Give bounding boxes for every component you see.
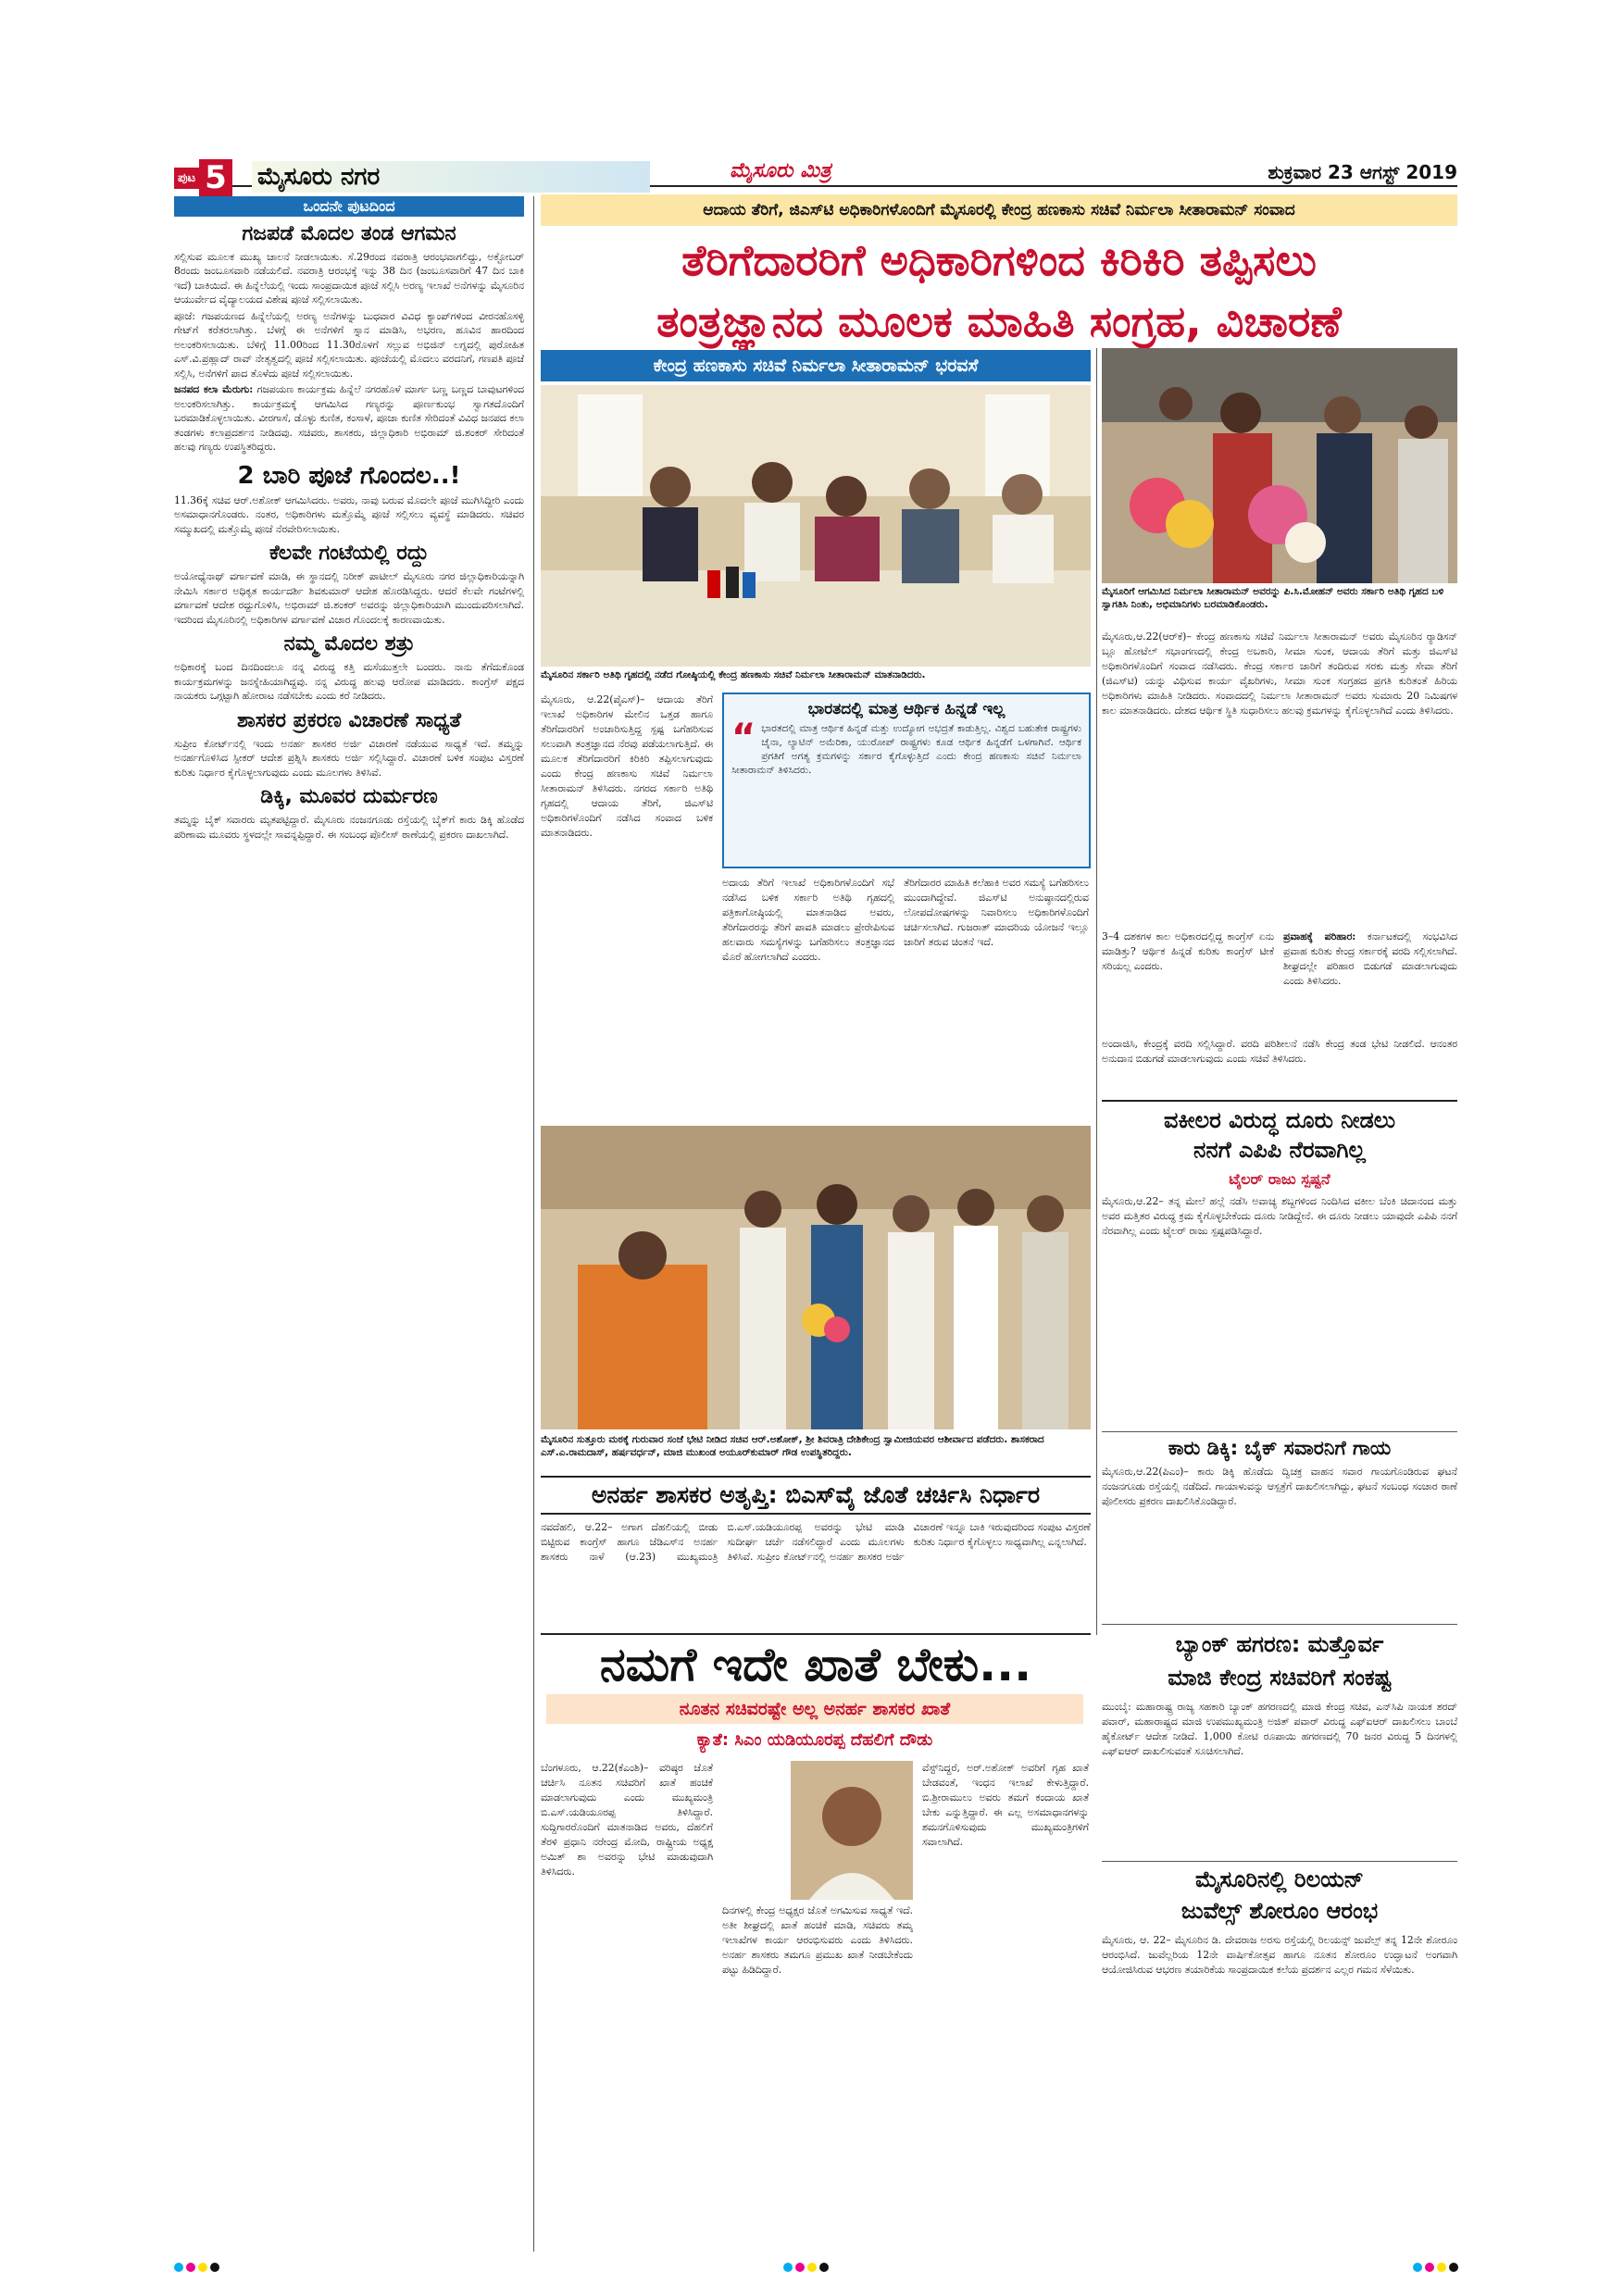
- lead-story-column: ಮೈಸೂರು, ಆ.22(ಪೈಎಸ್)– ಆದಾಯ ತೆರಿಗೆ ಇಲಾಖೆ ಅಧಿಕಾರಿಗಳ ಮೇಲಿನ ಒತ್ತಡ ಹಾಗೂ ತೆರಿಗೆದಾರರಿಗೆ ಅಂಚಾರಿಸುತ್ತಿದ್ದ ಸ್ಪಷ್ಟ ಬಗೆಹರಿಸುವ ಸಲುವಾಗಿ ತಂತ್ರಜ್ಞಾನದ ನೆರವು ಪಡೆಯಲಾಗುತ್ತಿದೆ. ಈ ಮೂಲಕ ತೆರಿಗೆದಾರರಿಗೆ ಕಿರಿಕಿರಿ ತಪ್ಪಿಸಲಾಗುವುದು ಎಂದು ಕೇಂದ್ರ ಹಣಕಾಸು ಸಚಿವೆ ನಿರ್ಮಲಾ ಸೀತಾರಾಮನ್ ತಿಳಿಸಿದರು. ನಗರದ ಸರ್ಕಾರಿ ಅತಿಥಿ ಗೃಹದಲ್ಲಿ ಆದಾಯ ತೆರಿಗೆ, ಜಿಎಸ್‌ಟಿ ಅಧಿಕಾರಿಗಳೊಂದಿಗೆ ನಡೆಸಿದ ಸಂವಾದ ಬಳಿಕ ಮಾತನಾಡಿದರು.: [541, 693, 713, 839]
- press-meet-photo: [541, 385, 1091, 667]
- lawyer-story-body: ಮೈಸೂರು,ಆ.22– ತನ್ನ ಮೇಲೆ ಹಲ್ಲೆ ನಡೆಸಿ ಅವಾಚ್ಯ ಶಬ್ದಗಳಿಂದ ನಿಂದಿಸಿದ ವಕೀಲ ಬೆಂಕಿ ಚಿದಾನಂದ ಮತ್ತು ಅವರ ಮತ್ತಿತರ ವಿರುದ್ಧ ಕ್ರಮ ಕೈಗೊಳ್ಳಬೇಕೆಂದು ದೂರು ನೀಡಿದ್ದೇನೆ. ಈ ದೂರು ನೀಡಲು ಯಾವುದೇ ಎಪಿಪಿ ನನಗೆ ನೆರವಾಗಿಲ್ಲ ಎಂದು ಟೈಲರ್ ರಾಜು ಸ್ಪಷ್ಟಪಡಿಸಿದ್ದಾರೆ.: [1102, 1195, 1457, 1237]
- reliance-headline-2: ಜುವೆಲ್ಸ್ ಶೋರೂಂ ಆರಂಭ: [1181, 1898, 1379, 1924]
- story-headline: ನಮ್ಮ ಮೊದಲ ಶತ್ರು: [283, 632, 415, 655]
- accident-headline: ಕಾರು ಡಿಕ್ಕಿ: ಬೈಕ್ ಸವಾರನಿಗೆ ಗಾಯ: [1168, 1437, 1392, 1459]
- portfolio-headline: ನಮಗೆ ಇದೇ ಖಾತೆ ಬೇಕು...: [599, 1638, 1032, 1691]
- lead-story-column: ತೆರಿಗೆದಾರರ ಮಾಹಿತಿ ಕಲೆಹಾಕಿ ಅವರ ಸಮಸ್ಯೆ ಬಗೆಹರಿಸಲು ಮುಂದಾಗಿದ್ದೇವೆ. ಜಿಎಸ್‌ಟಿ ಅನುಷ್ಠಾನದಲ್ಲಿರುವ ಲೋಪದೋಷಗಳನ್ನು ನಿವಾರಿಸಲು ಅಧಿಕಾರಿಗಳೊಂದಿಗೆ ಚರ್ಚಿಸಲಾಗಿದೆ. ಗುಜರಾತ್ ಮಾದರಿಯ ಯೋಜನೆ ಇಲ್ಲೂ ಜಾರಿಗೆ ತರುವ ಚಿಂತನೆ ಇದೆ.: [904, 877, 1089, 948]
- bank-scam-body: ಮುಂಬೈ: ಮಹಾರಾಷ್ಟ್ರ ರಾಜ್ಯ ಸಹಕಾರಿ ಬ್ಯಾಂಕ್ ಹಗರಣದಲ್ಲಿ ಮಾಜಿ ಕೇಂದ್ರ ಸಚಿವ, ಎನ್‌ಸಿಪಿ ನಾಯಕ ಶರದ್ ಪವಾರ್, ಮಹಾರಾಷ್ಟ್ರದ ಮಾಜಿ ಉಪಮುಖ್ಯಮಂತ್ರಿ ಅಜಿತ್ ಪವಾರ್ ವಿರುದ್ಧ ಎಫ್‌ಐಆರ್ ದಾಖಲಿಸಲು ಬಾಂಬೆ ಹೈಕೋರ್ಟ್ ಆದೇಶ ನೀಡಿದೆ. 1,000 ಕೋಟಿ ರೂಪಾಯಿ ಹಗರಣದಲ್ಲಿ 70 ಜನರ ವಿರುದ್ಧ 5 ದಿನಗಳಲ್ಲಿ ಎಫ್‌ಐಆರ್ ದಾಖಲಿಸುವಂತೆ ಸೂಚಿಸಲಾಗಿದೆ.: [1102, 1701, 1457, 1757]
- welcome-photo: [1102, 348, 1457, 583]
- divider: [1102, 1100, 1457, 1102]
- portfolio-subheadline-2: ಕ್ಯಾತೆ: ಸಿಎಂ ಯಡಿಯೂರಪ್ಪ ದೆಹಲಿಗೆ ದೌಡು: [696, 1730, 933, 1750]
- masthead: [174, 159, 1457, 196]
- pull-quote-box: [722, 693, 1091, 868]
- quote-mark-icon: “: [731, 717, 756, 759]
- page-number-block: [174, 159, 232, 196]
- issue-date: ಶುಕ್ರವಾರ 23 ಆಗಸ್ಟ್ 2019: [1268, 161, 1457, 183]
- left-column: [174, 196, 524, 2252]
- story-headline: ಗಜಪಡೆ ಮೊದಲ ತಂಡ ಆಗಮನ: [242, 221, 456, 245]
- reliance-headline-1: ಮೈಸೂರಿನಲ್ಲಿ ರಿಲಯನ್: [1195, 1866, 1364, 1892]
- reliance-story-body: ಮೈಸೂರು, ಆ. 22– ಮೈಸೂರಿನ ಡಿ. ದೇವರಾಜ ಅರಸು ರಸ್ತೆಯಲ್ಲಿ ರಿಲಯನ್ಸ್ ಜುವೆಲ್ಸ್ ತನ್ನ 12ನೇ ಶೋರೂಂ ಆರಂಭಿಸಿದೆ. ಜುವೆಲ್ಲರಿಯ 12ನೇ ವಾರ್ಷಿಕೋತ್ಸವ ಹಾಗೂ ನೂತನ ಶೋರೂಂ ಉದ್ಘಾಟನೆ ಅಂಗವಾಗಿ ಆಯೋಜಿಸಿರುವ ಆಭರಣ ತಯಾರಿಕೆಯ ಸಾಂಪ್ರದಾಯಿಕ ಕಲೆಯ ಪ್ರದರ್ಶನ ಎಲ್ಲರ ಗಮನ ಸೆಳೆಯಿತು.: [1102, 1934, 1457, 1976]
- story-body: 11.36ಕ್ಕೆ ಸಚಿವ ಆರ್.ಅಶೋಕ್ ಆಗಮಿಸಿದರು. ಅವರು, ನಾವು ಬರುವ ಮೊದಲೇ ಪೂಜೆ ಮುಗಿಸಿದ್ದೀರಿ ಎಂದು ಅಸಮಾಧಾನಗೊಂಡರು. ನಂತರ, ಅಧಿಕಾರಿಗಳು ಮತ್ತೊಮ್ಮೆ ಪೂಜೆ ಸಲ್ಲಿಸಲು ವ್ಯವಸ್ಥೆ ಮಾಡಿದರು. ಸಚಿವರ ಸಮ್ಮುಖದಲ್ಲಿ ಮತ್ತೊಮ್ಮೆ ಪೂಜೆ ನೆರವೇರಿಸಲಾಯಿತು.: [174, 493, 524, 535]
- top-strapline: ಆದಾಯ ತೆರಿಗೆ, ಜಿಎಸ್‌ಟಿ ಅಧಿಕಾರಿಗಳೊಂದಿಗೆ ಮೈಸೂರಲ್ಲಿ ಕೇಂದ್ರ ಹಣಕಾಸು ಸಚಿವೆ ನಿರ್ಮಲಾ ಸೀತಾರಾಮನ್ ಸಂವಾದ: [541, 194, 1457, 226]
- registration-dots: [174, 2263, 219, 2272]
- lead-story-column: ಮೈಸೂರು,ಆ.22(ಆರ್‌ಕೆ)– ಕೇಂದ್ರ ಹಣಕಾಸು ಸಚಿವೆ ನಿರ್ಮಲಾ ಸೀತಾರಾಮನ್ ಅವರು ಮೈಸೂರಿನ ರ್‍ಯಾಡಿಸನ್ ಬ್ಲೂ ಹೋಟೆಲ್ ಸಭಾಂಗಣದಲ್ಲಿ ಕೇಂದ್ರ ಅಬಕಾರಿ, ಸೀಮಾ ಸುಂಕ, ಆದಾಯ ತೆರಿಗೆ ಮತ್ತು ಜಿಎಸ್‌ಟಿ ಅಧಿಕಾರಿಗಳೊಂದಿಗೆ ಸಂವಾದ ನಡೆಸಿದರು. ಕೇಂದ್ರ ಸರ್ಕಾರ ಜಾರಿಗೆ ತಂದಿರುವ ಸರಕು ಮತ್ತು ಸೇವಾ ತೆರಿಗೆ (ಜಿಎಸ್‌ಟಿ) ಯನ್ನು ವಿಧಿಸುವ ಕಾರ್ಯ ವೈಖರಿಗಳು, ಸೀಮಾ ಸುಂಕ ಸಂಗ್ರಹದ ಪ್ರಗತಿ ಕುರಿತಂತೆ ಹಿರಿಯ ಅಧಿಕಾರಿಗಳು ಮಾಹಿತಿ ನೀಡಿದರು. ಸಂವಾದದಲ್ಲಿ ನಿರ್ಮಲಾ ಸೀತಾರಾಮನ್ ಅವರು ಸುಮಾರು 20 ನಿಮಿಷಗಳ ಕಾಲ ಮಾತನಾಡಿದರು. ದೇಶದ ಆರ್ಥಿಕ ಸ್ಥಿತಿ ಸುಧಾರಿಸಲು ಹಲವು ಕ್ರಮಗಳನ್ನು ಕೈಗೊಳ್ಳಲಾಗಿದೆ ಎಂದು ತಿಳಿಸಿದರು.: [1102, 630, 1457, 717]
- story-body: ಅಧಿಕಾರಕ್ಕೆ ಬಂದ ದಿನದಿಂದಲೂ ನನ್ನ ವಿರುದ್ಧ ಕತ್ತಿ ಮಸೆಯುತ್ತಲೇ ಬಂದರು. ನಾನು ತೆಗೆದುಕೊಂಡ ಕಾರ್ಯಕ್ರಮಗಳನ್ನು ಜನಸ್ನೇಹಿಯಾಗಿದ್ದವು. ನನ್ನ ವಿರುದ್ಧ ಹಲವು ಆರೋಪ ಮಾಡಿದರು. ಕಾಂಗ್ರೆಸ್ ಪಕ್ಷದ ನಾಯಕರು ಒಗ್ಗಟ್ಟಾಗಿ ಹೋರಾಟ ನಡೆಸಬೇಕು ಎಂದು ಕರೆ ನೀಡಿದರು.: [174, 661, 524, 702]
- accident-story-body: ಮೈಸೂರು,ಆ.22(ಪಿಎಂ)– ಕಾರು ಡಿಕ್ಕಿ ಹೊಡೆದು ದ್ವಿಚಕ್ರ ವಾಹನ ಸವಾರ ಗಾಯಗೊಂಡಿರುವ ಘಟನೆ ನಂಜನಗೂಡು ರಸ್ತೆಯಲ್ಲಿ ನಡೆದಿದೆ. ಗಾಯಾಳುವನ್ನು ಆಸ್ಪತ್ರೆಗೆ ದಾಖಲಿಸಲಾಗಿದ್ದು, ಘಟನೆ ಸಂಬಂಧ ಸಂಚಾರ ಠಾಣೆ ಪೊಲೀಸರು ಪ್ರಕರಣ ದಾಖಲಿಸಿಕೊಂಡಿದ್ದಾರೆ.: [1102, 1466, 1457, 1507]
- bank-scam-headline-1: ಬ್ಯಾಂಕ್ ಹಗರಣ: ಮತ್ತೊರ್ವ: [1175, 1631, 1384, 1657]
- story-body: ಸುಪ್ರೀಂ ಕೋರ್ಟ್‌ನಲ್ಲಿ ಇಂದು ಅನರ್ಹ ಶಾಸಕರ ಅರ್ಜಿ ವಿಚಾರಣೆ ನಡೆಯುವ ಸಾಧ್ಯತೆ ಇದೆ. ತಮ್ಮನ್ನು ಅನರ್ಹಗೊಳಿಸಿದ ಸ್ಪೀಕರ್ ಆದೇಶ ಪ್ರಶ್ನಿಸಿ ಶಾಸಕರು ಅರ್ಜಿ ಸಲ್ಲಿಸಿದ್ದಾರೆ. ವಿಚಾರಣೆ ಬಳಿಕ ಸಂಪುಟ ವಿಸ್ತರಣೆ ಕುರಿತು ನಿರ್ಧಾರ ಕೈಗೊಳ್ಳಲಾಗುವುದು ಎಂದು ಮೂಲಗಳು ತಿಳಿಸಿವೆ.: [174, 737, 524, 779]
- divider: [1102, 1431, 1457, 1432]
- lawyer-story-headline-2: ನನಗೆ ಎಪಿಪಿ ನೆರವಾಗಿಲ್ಲ: [1193, 1137, 1366, 1163]
- pull-quote-title: ಭಾರತದಲ್ಲಿ ಮಾತ್ರ ಆರ್ಥಿಕ ಹಿನ್ನಡೆ ಇಲ್ಲ: [807, 700, 1006, 718]
- story-body: ಪೂಜೆ: ಗಜಪಯಣದ ಹಿನ್ನೆಲೆಯಲ್ಲಿ ಅರಣ್ಯ ಅನೆಗಳನ್ನು ಬುಧವಾರ ವಿವಿಧ ಕ್ಯಾಂಪ್‌ಗಳಿಂದ ವೀರನಹೊಸಳ್ಳಿ ಗೇಟ್‌ಗೆ ಕರೆತರಲಾಗಿತ್ತು. ಬೆಳಗ್ಗೆ ಈ ಅನೆಗಳಿಗೆ ಸ್ನಾನ ಮಾಡಿಸಿ, ಅಭರಣ, ಹೂವಿನ ಹಾರದಿಂದ ಅಲಂಕರಿಸಲಾಯಿತು. ಬೆಳಿಗ್ಗೆ 11.00ರಿಂದ 11.30ರೊಳಗೆ ಸಲ್ಲುವ ಅಭಿಜಿನ್ ಲಗ್ನದಲ್ಲಿ ಪುರೋಹಿತ ಎಸ್.ವಿ.ಪ್ರಹ್ಲಾದ್ ರಾವ್ ನೇತೃತ್ವದಲ್ಲಿ ಪೂಜೆ ಸಲ್ಲಿಸಲಾಯಿತು. ಪೂಜೆಯಲ್ಲಿ ಮೊದಲು ವರದನಿಗೆ, ಗಣಪತಿ ಪೂಜೆ ಸಲ್ಲಿಸಿ, ಅನೆಗಳಿಗೆ ಪಾದ ತೊಳೆದು ಪೂಜೆ ಸಲ್ಲಿಸಲಾಯಿತು.: [174, 309, 524, 380]
- portfolio-subheadline: ನೂತನ ಸಚಿವರಷ್ಟೇ ಅಲ್ಲ ಅನರ್ಹ ಶಾಸಕರ ಖಾತೆ: [546, 1694, 1083, 1724]
- portfolio-story-column: ವೆಸ್ಟ್‌ನಿದ್ದರೆ, ಅರ್.ಅಶೋಕ್ ಅವರಿಗೆ ಗೃಹ ಖಾತೆ ಬೇಡವಂತೆ, ಇಂಧನ ಇಲಾಖೆ ಕೇಳುತ್ತಿದ್ದಾರೆ. ಬಿ.ಶ್ರೀರಾಮುಲು ಅವರು ತಮಗೆ ಕಂದಾಯ ಖಾತೆ ಬೇಕು ಎನ್ನುತ್ತಿದ್ದಾರೆ. ಈ ಎಲ್ಲ ಅಸಮಾಧಾನಗಳನ್ನು ಶಮನಗೊಳಿಸುವುದು ಮುಖ್ಯಮಂತ್ರಿಗಳಿಗೆ ಸವಾಲಾಗಿದೆ.: [922, 1762, 1089, 1848]
- continued-kicker: ಒಂದನೇ ಪುಟದಿಂದ: [174, 196, 524, 217]
- registration-dots: [783, 2263, 829, 2272]
- column-rule: [533, 196, 534, 2252]
- column-rule: [1096, 348, 1097, 1635]
- lead-story-column: [1283, 930, 1457, 1031]
- main-headline-line2: ತಂತ್ರಜ್ಞಾನದ ಮೂಲಕ ಮಾಹಿತಿ ಸಂಗ್ರಹ, ವಿಚಾರಣೆ: [656, 296, 1342, 346]
- inline-subhead: ಜನಪದ ಕಲಾ ಮೆರುಗು:: [174, 383, 254, 395]
- story-body: ಸಲ್ಲಿಸುವ ಮೂಲಕ ಮುಖ್ಯ ಚಾಲನೆ ನೀಡಲಾಯಿತು. ಸೆ.29ರಂದ ನವರಾತ್ರಿ ಆರಂಭವಾಗಲಿದ್ದು, ಅಕ್ಟೋಬರ್ 8ರಂದು ಜಂಬೂಸವಾರಿ ನಡೆಯಲಿದೆ. ನವರಾತ್ರಿ ಆರಂಭಕ್ಕೆ ಇನ್ನು 38 ದಿನ (ಜಂಬೂಸವಾರಿಗೆ 47 ದಿನ ಬಾಕಿ ಇದೆ) ಬಾಕಿಯಿದೆ. ಈ ಹಿನ್ನೆಲೆಯಲ್ಲಿ ಇಂದು ಸಾಂಪ್ರದಾಯಿಕ ಪೂಜೆ ಸಲ್ಲಿಸಿ ಅರಣ್ಯ ಇಲಾಖೆ ಅನೆಗಳನ್ನು ಮೈಸೂರಿನ ಆಯುರ್ವೇದ ವೈದ್ಯಾಲಯದ ವಿಶೇಷ ಪೂಜೆ ಸಲ್ಲಿಸಲಾಯಿತು.: [174, 250, 524, 306]
- bank-scam-headline-2: ಮಾಜಿ ಕೇಂದ್ರ ಸಚಿವರಿಗೆ ಸಂಕಷ್ಟ: [1168, 1665, 1392, 1691]
- main-subheadline: ಕೇಂದ್ರ ಹಣಕಾಸು ಸಚಿವೆ ನಿರ್ಮಲಾ ಸೀತಾರಾಮನ್ ಭರವಸೆ: [541, 350, 1091, 381]
- main-headline: [541, 230, 1457, 352]
- lawyer-story-headline-1: ವಕೀಲರ ವಿರುದ್ಧ ದೂರು ನೀಡಲು: [1164, 1107, 1395, 1133]
- page-tag: ಪುಟ: [174, 168, 199, 189]
- section-title: ಮೈಸೂರು ನಗರ: [252, 161, 650, 193]
- pull-quote-body: ಭಾರತದಲ್ಲಿ ಮಾತ್ರ ಆರ್ಥಿಕ ಹಿನ್ನಡೆ ಮತ್ತು ಉದ್ಯೋಗ ಅಭದ್ರತೆ ಕಾಡುತ್ತಿಲ್ಲ. ವಿಶ್ವದ ಬಹುತೇಕ ರಾಷ್ಟ್ರಗಳು ಚೈನಾ, ಲ್ಯಾಟಿನ್ ಅಮೆರಿಕಾ, ಯುರೋಪ್ ರಾಷ್ಟ್ರಗಳು ಕೂಡ ಆರ್ಥಿಕ ಹಿನ್ನಡೆಗೆ ಒಳಗಾಗಿವೆ. ಆರ್ಥಿಕ ಪ್ರಗತಿಗೆ ಅಗತ್ಯ ಕ್ರಮಗಳನ್ನು ಸರ್ಕಾರ ಕೈಗೊಳ್ಳುತ್ತಿದೆ ಎಂದು ಕೇಂದ್ರ ಹಣಕಾಸು ಸಚಿವೆ ನಿರ್ಮಲಾ ಸೀತಾರಾಮನ್ ತಿಳಿಸಿದರು.: [731, 723, 1081, 776]
- inline-subhead: ಪ್ರವಾಹಕ್ಕೆ ಪರಿಹಾರ:: [1283, 930, 1356, 942]
- lead-story-column: ಅಂದಾಜಿಸಿ, ಕೇಂದ್ರಕ್ಕೆ ವರದಿ ಸಲ್ಲಿಸಿದ್ದಾರೆ. ವರದಿ ಪರಿಶೀಲನೆ ನಡೆಸಿ ಕೇಂದ್ರ ತಂಡ ಭೇಟಿ ನೀಡಲಿದೆ. ಆನಂತರ ಅನುದಾನ ಬಿಡುಗಡೆ ಮಾಡಲಾಗುವುದು ಎಂದು ಸಚಿವೆ ತಿಳಿಸಿದರು.: [1102, 1038, 1457, 1065]
- cm-portrait: [791, 1761, 913, 1900]
- story-text: ಗಜಪಯಣ ಕಾರ್ಯಕ್ರಮ ಹಿನ್ನೆಲೆ ನಗರಹೊಳೆ ಮಾರ್ಗ ಬಣ್ಣ ಬಣ್ಣದ ಬಾವುಟಗಳಿಂದ ಅಲಂಕರಿಸಲಾಗಿತ್ತು. ಕಾರ್ಯಕ್ರಮಕ್ಕೆ ಆಗಮಿಸಿದ ಗಣ್ಯರನ್ನು ಪೂರ್ಣಕುಂಭ ಸ್ವಾಗತದೊಂದಿಗೆ ಬರಮಾಡಿಕೊಳ್ಳಲಾಯಿತು. ವೀರಗಾಸೆ, ಡೊಳ್ಳು ಕುಣಿತ, ಕಂಸಾಳೆ, ಪೂಜಾ ಕುಣಿತ ಸೇರಿದಂತೆ ವಿವಿಧ ಜನಪದ ಕಲಾ ತಂಡಗಳು ಕಲಾಪ್ರದರ್ಶನ ನೀಡಿದವು. ಸಚಿವರು, ಶಾಸಕರು, ಜಿಲ್ಲಾಧಿಕಾರಿ ಅಭಿರಾಮ್ ಜಿ.ಶಂಕರ್ ಸೇರಿದಂತೆ ಹಲವು ಗಣ್ಯರು ಉಪಸ್ಥಿತರಿದ್ದರು.: [174, 383, 524, 453]
- divider: [1102, 1861, 1457, 1862]
- lawyer-story-subhead: ಟೈಲರ್ ರಾಜು ಸ್ಪಷ್ಟನೆ: [1229, 1170, 1330, 1188]
- story-headline: 2 ಬಾರಿ ಪೂಜೆ ಗೊಂದಲ..!: [237, 461, 461, 490]
- portfolio-story-column: ದಿನಗಳಲ್ಲಿ ಕೇಂದ್ರ ಅಧ್ಯಕ್ಷರ ಜೊತೆ ಅಗಮಿಸುವ ಸಾಧ್ಯತೆ ಇದೆ. ಅತೀ ಶೀಘ್ರದಲ್ಲಿ ಖಾತೆ ಹಂಚಿಕೆ ಮಾಡಿ, ಸಚಿವರು ತಮ್ಮ ಇಲಾಖೆಗಳ ಕಾರ್ಯ ಆರಂಭಿಸುವರು ಎಂದು ತಿಳಿಸಿದರು. ಅನರ್ಹ ಶಾಸಕರು ತಮಗೂ ಪ್ರಮುಖ ಖಾತೆ ನೀಡಬೇಕೆಂದು ಪಟ್ಟು ಹಿಡಿದಿದ್ದಾರೆ.: [722, 1904, 913, 1976]
- photo-caption: ಮೈಸೂರಿಗೆ ಆಗಮಿಸಿದ ನಿರ್ಮಲಾ ಸೀತಾರಾಮನ್ ಅವರನ್ನು ಪಿ.ಸಿ.ಮೋಹನ್ ಅವರು ಸರ್ಕಾರಿ ಅತಿಥಿ ಗೃಹದ ಬಳಿ ಸ್ವಾಗತಿಸಿ ನಿಂತು, ಅಭಿಮಾನಿಗಳು ಬರಮಾಡಿಕೊಂಡರು.: [1102, 585, 1457, 611]
- divider: [541, 1633, 1091, 1635]
- story-body: ಅಯೋಧ್ಯೆನಾಥ್ ವರ್ಗಾವಣೆ ಮಾಡಿ, ಈ ಸ್ಥಾನದಲ್ಲಿ ನಿರೀಕ್ ಪಾಟೀಲ್ ಮೈಸೂರು ನಗರ ಜಿಲ್ಲಾಧಿಕಾರಿಯನ್ನಾಗಿ ನೇಮಿಸಿ ಸರ್ಕಾರ ಅಧಿಕೃತ ಕಾರ್ಯದರ್ಶಿ ಶಿವಕುಮಾರ್ ಆದೇಶ ಹೊರಡಿಸಿದ್ದರು. ಆದರೆ ಕೆಲವೇ ಗಂಟೆಗಳಲ್ಲಿ ವರ್ಗಾವಣೆ ಆದೇಶ ರದ್ದುಗೊಳಿಸಿ, ಅಭಿರಾಮ್ ಜಿ.ಶಂಕರ್ ಅವರನ್ನು ಜಿಲ್ಲಾಧಿಕಾರಿಯಾಗಿ ಮುಂದುವರಿಸಲಾಗಿದೆ. ಇದರಿಂದ ಮೈಸೂರಿನಲ್ಲಿ ಅಧಿಕಾರಿಗಳ ವರ್ಗಾವಣೆ ವಿಚಾರ ಗೊಂದಲಕ್ಕೆ ಕಾರಣವಾಯಿತು.: [174, 570, 524, 626]
- paper-name: ಮೈಸೂರು ಮಿತ್ರ: [730, 159, 831, 182]
- disqualified-mla-headline: ಅನರ್ಹ ಶಾಸಕರ ಅತೃಪ್ತಿ: ಬಿಎಸ್‌ವೈ ಜೊತೆ ಚರ್ಚಿಸಿ ನಿರ್ಧಾರ: [541, 1476, 1091, 1515]
- story-headline: ಶಾಸಕರ ಪ್ರಕರಣ ವಿಚಾರಣೆ ಸಾಧ್ಯತೆ: [236, 708, 462, 732]
- page-number: 5: [199, 159, 232, 196]
- portfolio-story-column: ಬೆಂಗಳೂರು, ಆ.22(ಕೆಎಂಶಿ)– ವರಿಷ್ಠರ ಜೊತೆ ಚರ್ಚಿಸಿ ನೂತನ ಸಚಿವರಿಗೆ ಖಾತೆ ಹಂಚಿಕೆ ಮಾಡಲಾಗುವುದು ಎಂದು ಮುಖ್ಯಮಂತ್ರಿ ಬಿ.ಎಸ್.ಯಡಿಯೂರಪ್ಪ ತಿಳಿಸಿದ್ದಾರೆ. ಸುದ್ದಿಗಾರರೊಂದಿಗೆ ಮಾತನಾಡಿದ ಅವರು, ದೆಹಲಿಗೆ ತೆರಳಿ ಪ್ರಧಾನಿ ನರೇಂದ್ರ ಮೋದಿ, ರಾಷ್ಟ್ರೀಯ ಅಧ್ಯಕ್ಷ ಅಮಿತ್ ಶಾ ಅವರನ್ನು ಭೇಟಿ ಮಾಡುವುದಾಗಿ ತಿಳಿಸಿದರು.: [541, 1762, 713, 1878]
- disqualified-mla-story: ನವದೆಹಲಿ, ಆ.22– ಅಗಾಗ ದೆಹಲಿಯಲ್ಲಿ ಬೀಡು ಬಿಟ್ಟಿರುವ ಕಾಂಗ್ರೆಸ್ ಹಾಗೂ ಜೆಡಿಎಸ್‌ನ ಅನರ್ಹ ಶಾಸಕರು ನಾಳೆ (ಆ.23) ಮುಖ್ಯಮಂತ್ರಿ ಬಿ.ಎಸ್.ಯಡಿಯೂರಪ್ಪ ಅವರನ್ನು ಭೇಟಿ ಮಾಡಿ ಸುದೀರ್ಘ ಚರ್ಚೆ ನಡೆಸಲಿದ್ದಾರೆ ಎಂದು ಮೂಲಗಳು ತಿಳಿಸಿವೆ. ಸುಪ್ರೀಂ ಕೋರ್ಟ್‌ನಲ್ಲಿ ಅನರ್ಹ ಶಾಸಕರ ಅರ್ಜಿ ವಿಚಾರಣೆ ಇನ್ನೂ ಬಾಕಿ ಇರುವುದರಿಂದ ಸಂಪುಟ ವಿಸ್ತರಣೆ ಕುರಿತು ನಿರ್ಧಾರ ಕೈಗೊಳ್ಳಲು ಸಾಧ್ಯವಾಗಿಲ್ಲ ಎನ್ನಲಾಗಿದೆ.: [541, 1521, 1091, 1563]
- main-headline-line1: ತೆರಿಗೆದಾರರಿಗೆ ಅಧಿಕಾರಿಗಳಿಂದ ಕಿರಿಕಿರಿ ತಪ್ಪಿಸಲು: [681, 235, 1317, 285]
- story-headline: ಡಿಕ್ಕಿ, ಮೂವರ ದುರ್ಮರಣ: [260, 785, 438, 808]
- photo-caption: ಮೈಸೂರಿನ ಸುತ್ತೂರು ಮಠಕ್ಕೆ ಗುರುವಾರ ಸಂಜೆ ಭೇಟಿ ನೀಡಿದ ಸಚಿವ ಆರ್.ಅಶೋಕ್, ಶ್ರೀ ಶಿವರಾತ್ರಿ ದೇಶಿಕೇಂದ್ರ ಸ್ವಾಮೀಜಿಯವರ ಆಶೀರ್ವಾದ ಪಡೆದರು. ಶಾಸಕರಾದ ಎಸ್.ಎ.ರಾಮದಾಸ್, ಹರ್ಷವರ್ಧನ್, ಮಾಜಿ ಮುಖಂಡ ಅಯೂರ್‌ಕುಮಾರ್ ಗೌಡ ಉಪಸ್ಥಿತರಿದ್ದರು.: [541, 1433, 1091, 1459]
- registration-dots: [1413, 2263, 1458, 2272]
- story-body: ತಮ್ಮನ್ನು ಬೈಕ್ ಸವಾರರು ಮೃತಪಟ್ಟಿದ್ದಾರೆ. ಮೈಸೂರು ನಂಜನಗೂಡು ರಸ್ತೆಯಲ್ಲಿ ಬೈಕ್‌ಗೆ ಕಾರು ಡಿಕ್ಕಿ ಹೊಡೆದ ಪರಿಣಾಮ ಮೂವರು ಸ್ಥಳದಲ್ಲೇ ಸಾವನ್ನಪ್ಪಿದ್ದಾರೆ. ಈ ಸಂಬಂಧ ಪೊಲೀಸ್ ಠಾಣೆಯಲ್ಲಿ ಪ್ರಕರಣ ದಾಖಲಾಗಿದೆ.: [174, 814, 524, 841]
- story-headline: ಕೆಲವೇ ಗಂಟೆಯಲ್ಲಿ ರದ್ದು: [269, 542, 430, 565]
- lead-story-column: ಅದಾಯ ತೆರಿಗೆ ಇಲಾಖೆ ಅಧಿಕಾರಿಗಳೊಂದಿಗೆ ಸಭೆ ನಡೆಸಿದ ಬಳಿಕ ಸರ್ಕಾರಿ ಅತಿಥಿ ಗೃಹದಲ್ಲಿ ಪತ್ರಿಕಾಗೋಷ್ಠಿಯಲ್ಲಿ ಮಾತನಾಡಿದ ಅವರು, ತೆರಿಗೆದಾರರನ್ನು ತೆರಿಗೆ ಪಾವತಿ ಮಾಡಲು ಪ್ರೇರೇಪಿಸುವ ಹಲವಾರು ಸಮಸ್ಯೆಗಳನ್ನು ಬಗೆಹರಿಸಲು ತಂತ್ರಜ್ಞಾನದ ಮೊರೆ ಹೋಗಲಾಗಿದೆ ಎಂದರು.: [722, 877, 894, 963]
- divider: [1102, 1624, 1457, 1625]
- photo-caption: ಮೈಸೂರಿನ ಸರ್ಕಾರಿ ಅತಿಥಿ ಗೃಹದಲ್ಲಿ ನಡೆದ ಗೋಷ್ಠಿಯಲ್ಲಿ ಕೇಂದ್ರ ಹಣಕಾಸು ಸಚಿವೆ ನಿರ್ಮಲಾ ಸೀತಾರಾಮನ್ ಮಾತನಾಡಿದರು.: [541, 668, 1091, 681]
- story-text: ಕರ್ನಾಟಕದಲ್ಲಿ ಸಂಭವಿಸಿದ ಪ್ರವಾಹ ಕುರಿತು ಕೇಂದ್ರ ಸರ್ಕಾರಕ್ಕೆ ವರದಿ ಸಲ್ಲಿಸಲಾಗಿದೆ. ಶೀಘ್ರದಲ್ಲೇ ಪರಿಹಾರ ಬಿಡುಗಡೆ ಮಾಡಲಾಗುವುದು ಎಂದು ತಿಳಿಸಿದರು.: [1283, 930, 1457, 987]
- mutt-visit-photo: [541, 1126, 1091, 1429]
- story-body: [174, 382, 524, 455]
- lead-story-column: 3–4 ದಶಕಗಳ ಕಾಲ ಅಧಿಕಾರದಲ್ಲಿದ್ದ ಕಾಂಗ್ರೆಸ್ ಏನು ಮಾಡಿತ್ತು? ಆರ್ಥಿಕ ಹಿನ್ನಡೆ ಕುರಿತು ಕಾಂಗ್ರೆಸ್ ಟೀಕೆ ಸರಿಯಲ್ಲ ಎಂದರು.: [1102, 930, 1274, 972]
